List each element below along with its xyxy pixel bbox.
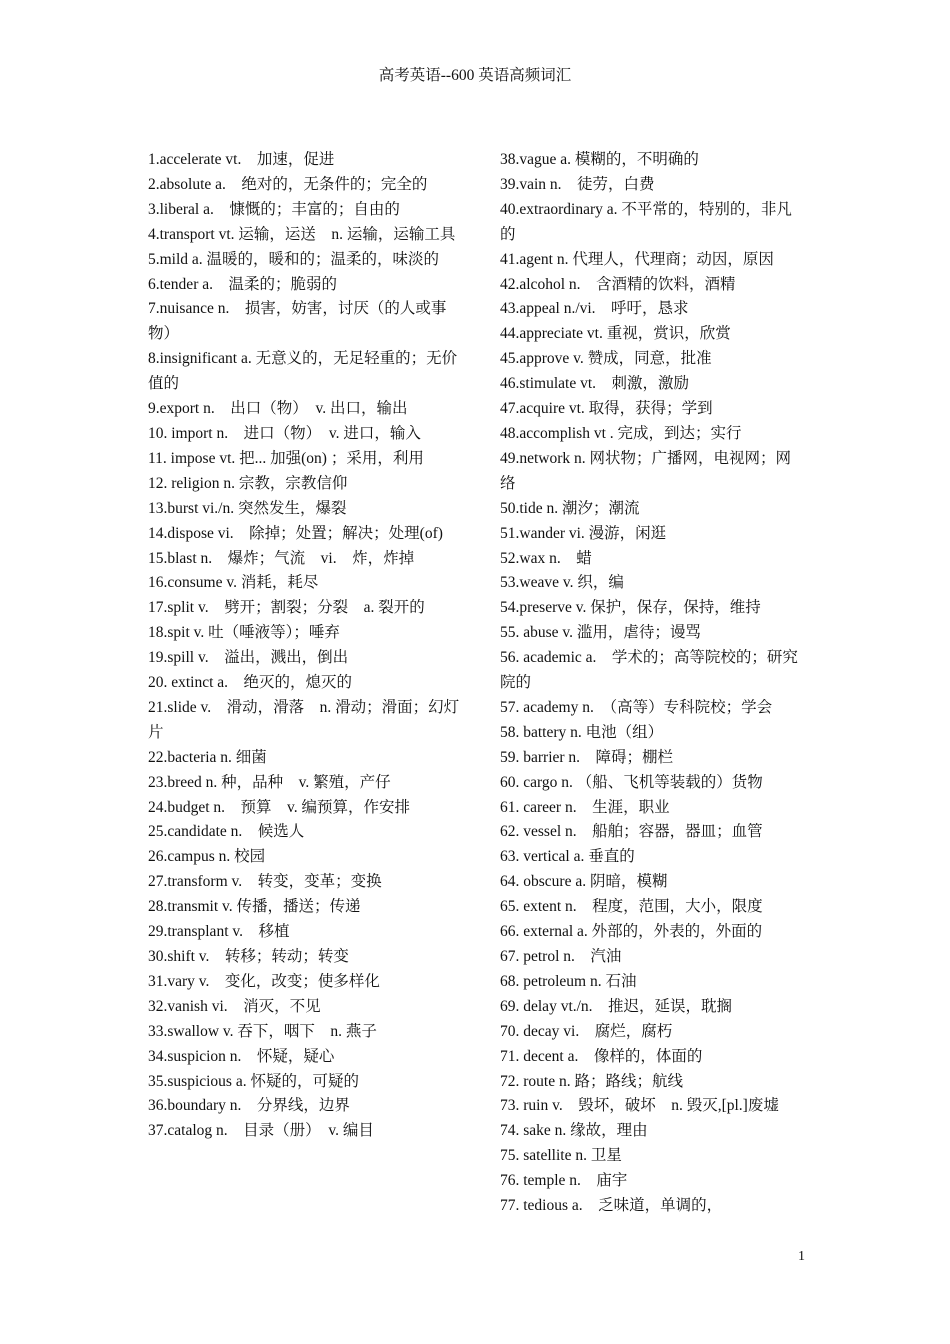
vocabulary-entry: 28.transmit v. 传播，播送；传递	[148, 898, 361, 916]
vocabulary-entry: 58. battery n. 电池（组）	[500, 723, 664, 741]
vocabulary-entry: 41.agent n. 代理人，代理商；动因，原因	[500, 250, 774, 268]
vocabulary-entry: 38.vague a. 模糊的，不明确的	[500, 151, 699, 168]
vocabulary-entry: 37.catalog n. 目录（册） v. 编目	[148, 1122, 374, 1140]
vocabulary-entry: 66. external a. 外部的，外表的，外面的	[500, 923, 763, 941]
vocabulary-entry: 33.swallow v. 吞下，咽下 n. 燕子	[148, 1022, 377, 1040]
vocabulary-entry: 74. sake n. 缘故，理由	[500, 1122, 648, 1140]
vocabulary-entry: 65. extent n. 程度，范围，大小，限度	[500, 898, 763, 916]
vocabulary-entry: 76. temple n. 庙宇	[500, 1172, 628, 1190]
vocabulary-entry: 19.spill v. 溢出，溅出，倒出	[148, 649, 349, 667]
vocabulary-entry: 47.acquire vt. 取得，获得；学到	[500, 400, 713, 418]
vocabulary-entry: 27.transform v. 转变，变革；变换	[148, 873, 382, 891]
vocabulary-entry: 48.accomplish vt . 完成，到达；实行	[500, 424, 742, 442]
vocabulary-column-right	[500, 148, 805, 1219]
vocabulary-entry: 8.insignificant a. 无意义的，无足轻重的；无价值的	[148, 350, 458, 393]
vocabulary-entry: 46.stimulate vt. 刺激，激励	[500, 375, 690, 393]
vocabulary-entry: 31.vary v. 变化，改变；使多样化	[148, 972, 380, 990]
vocabulary-entry: 17.split v. 劈开；割裂；分裂 a. 裂开的	[148, 599, 425, 617]
vocabulary-entry: 40.extraordinary a. 不平常的，特别的，非凡的	[500, 200, 792, 243]
vocabulary-entry: 72. route n. 路；路线；航线	[500, 1072, 683, 1090]
vocabulary-entry: 75. satellite n. 卫星	[500, 1147, 622, 1165]
vocabulary-entry: 13.burst vi./n. 突然发生，爆裂	[148, 499, 347, 517]
vocabulary-entry: 2.absolute a. 绝对的，无条件的；完全的	[148, 175, 428, 193]
vocabulary-entry: 49.network n. 网状物；广播网，电视网；网络	[500, 449, 792, 492]
vocabulary-entry: 50.tide n. 潮汐；潮流	[500, 499, 640, 517]
vocabulary-entry: 3.liberal a. 慷慨的；丰富的；自由的	[148, 200, 400, 218]
vocabulary-entry: 14.dispose vi. 除掉；处置；解决；处理(of)	[148, 524, 443, 542]
vocabulary-entry: 57. academy n. （高等）专科院校；学会	[500, 698, 773, 716]
vocabulary-entry: 32.vanish vi. 消灭，不见	[148, 997, 321, 1015]
vocabulary-entry: 59. barrier n. 障碍；棚栏	[500, 748, 674, 766]
page-title: 高考英语--600 英语高频词汇	[378, 67, 572, 84]
vocabulary-entry: 6.tender a. 温柔的；脆弱的	[148, 275, 337, 293]
vocabulary-entry: 11. impose vt. 把... 加强(on) ；采用，利用	[148, 449, 424, 467]
vocabulary-entry: 12. religion n. 宗教，宗教信仰	[148, 474, 348, 492]
vocabulary-entry: 23.breed n. 种，品种 v. 繁殖，产仔	[148, 773, 391, 791]
vocabulary-entry: 4.transport vt. 运输，运送 n. 运输，运输工具	[148, 225, 456, 243]
vocabulary-entry: 10. import n. 进口（物） v. 进口，输入	[148, 424, 421, 442]
vocabulary-entry: 1.accelerate vt. 加速，促进	[148, 151, 335, 168]
vocabulary-entry: 7.nuisance n. 损害，妨害，讨厌（的人或事物）	[148, 300, 447, 343]
page-number: 1	[798, 1249, 805, 1264]
vocabulary-entry: 5.mild a. 温暖的，暖和的；温柔的，味淡的	[148, 250, 440, 268]
vocabulary-entry: 25.candidate n. 候选人	[148, 823, 305, 841]
vocabulary-entry: 60. cargo n. （船、飞机等装载的）货物	[500, 773, 763, 791]
vocabulary-entry: 15.blast n. 爆炸；气流 vi. 炸，炸掉	[148, 549, 415, 567]
vocabulary-entry: 43.appeal n./vi. 呼吁，恳求	[500, 300, 689, 318]
vocabulary-entry: 39.vain n. 徒劳，白费	[500, 175, 655, 193]
vocabulary-entry: 9.export n. 出口（物） v. 出口，输出	[148, 400, 408, 418]
vocabulary-entry: 42.alcohol n. 含酒精的饮料，酒精	[500, 275, 736, 293]
vocabulary-entry: 63. vertical a. 垂直的	[500, 848, 635, 866]
vocabulary-column-left	[148, 148, 462, 1144]
vocabulary-entry: 51.wander vi. 漫游，闲逛	[500, 524, 667, 542]
vocabulary-entry: 71. decent a. 像样的，体面的	[500, 1047, 703, 1065]
vocabulary-entry: 44.appreciate vt. 重视，赏识，欣赏	[500, 325, 731, 343]
vocabulary-entry: 55. abuse v. 滥用，虐待；谩骂	[500, 624, 701, 642]
vocabulary-entry: 54.preserve v. 保护，保存，保持，维持	[500, 599, 761, 617]
vocabulary-entry: 64. obscure a. 阴暗，模糊	[500, 873, 668, 891]
vocabulary-entry: 45.approve v. 赞成，同意，批准	[500, 350, 712, 368]
vocabulary-entry: 53.weave v. 织，编	[500, 574, 624, 592]
vocabulary-entry: 77. tedious a. 乏味道，单调的，	[500, 1197, 723, 1215]
vocabulary-entry: 70. decay vi. 腐烂，腐朽	[500, 1022, 673, 1040]
vocabulary-entry: 61. career n. 生涯，职业	[500, 798, 670, 816]
vocabulary-entry: 73. ruin v. 毁坏，破坏 n. 毁灭,[pl.]废墟	[500, 1097, 779, 1115]
vocabulary-entry: 26.campus n. 校园	[148, 848, 266, 866]
vocabulary-entry: 52.wax n. 蜡	[500, 549, 592, 567]
vocabulary-entry: 62. vessel n. 船舶；容器，器皿；血管	[500, 823, 763, 841]
vocabulary-entry: 30.shift v. 转移；转动；转变	[148, 948, 349, 965]
vocabulary-entry: 22.bacteria n. 细菌	[148, 748, 267, 766]
vocabulary-entry: 18.spit v. 吐（唾液等）；唾弃	[148, 624, 340, 642]
vocabulary-entry: 68. petroleum n. 石油	[500, 972, 637, 990]
vocabulary-entry: 29.transplant v. 移植	[148, 923, 290, 941]
vocabulary-entry: 34.suspicion n. 怀疑，疑心	[148, 1047, 335, 1065]
vocabulary-entry: 36.boundary n. 分界线，边界	[148, 1097, 350, 1115]
vocabulary-entry: 67. petrol n. 汽油	[500, 948, 622, 965]
vocabulary-entry: 16.consume v. 消耗，耗尽	[148, 574, 319, 592]
vocabulary-entry: 21.slide v. 滑动，滑落 n. 滑动；滑面；幻灯片	[148, 698, 460, 741]
vocabulary-entry: 24.budget n. 预算 v. 编预算，作安排	[148, 798, 411, 816]
vocabulary-entry: 35.suspicious a. 怀疑的，可疑的	[148, 1072, 359, 1090]
vocabulary-entry: 69. delay vt./n. 推迟，延误，耽搁	[500, 997, 733, 1015]
vocabulary-entry: 56. academic a. 学术的；高等院校的；研究院的	[500, 649, 798, 692]
vocabulary-entry: 20. extinct a. 绝灭的，熄灭的	[148, 674, 353, 692]
